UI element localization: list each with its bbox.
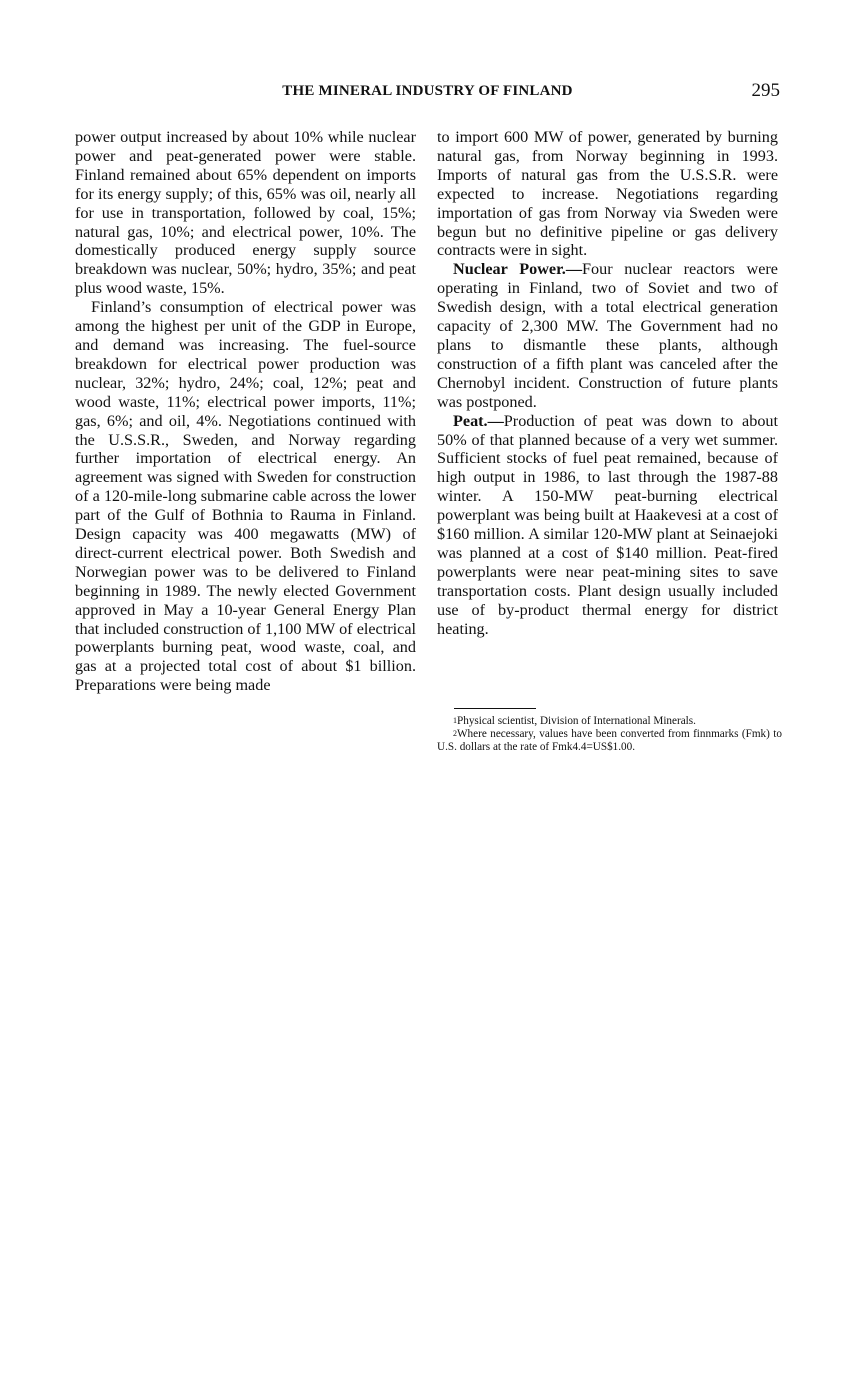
paragraph-nuclear-power	[437, 260, 778, 411]
paragraph-electrical-power: Finland’s consumption of electrical power was among the highest per unit of the GDP in Europe, and demand was increasing. The fuel-source breakdown for electrical power production was nuclear, 32%; hydro, 24%; coal, 12%; peat and wood waste, 11%; electrical power imports, 11%; gas, 6%; and oil, 4%. Negotiations continued with the U.S.S.R., Sweden, and Norway regarding further importation of electrical energy. An agreement was signed with Sweden for construction of a 120-mile-long submarine cable across the lower part of the Gulf of Bothnia to Rauma in Finland. Design capacity was 400 megawatts (MW) of direct-current electrical power. Both Swedish and Norwegian power was to be delivered to Finland beginning in 1989. The newly elected Government approved in May a 10-year General Energy Plan that included construction of 1,100 MW of electrical powerplants burning peat, wood waste, coal, and gas at a projected total cost of about $1 billion. Preparations were being made	[75, 298, 416, 695]
paragraph-energy-supply: power output increased by about 10% while nuclear power and peat-generated power were stable. Finland remained about 65% dependent on imports for its energy supply; of this, 65% was oil, nearly all for use in transportation, followed by coal, 15%; natural gas, 10%; and electrical power, 10%. The domestically produced energy supply source breakdown was nuclear, 50%; hydro, 35%; and peat plus wood waste, 15%.	[75, 128, 416, 298]
nuclear-text: Four nuclear reactors were operating in Finland, two of Soviet and two of Swedish design, with a total electrical generation capacity of 2,300 MW. The Government had no plans to dismantle these plants, although construction of a fifth plant was canceled after the Chernobyl incident. Construction of future plants was postponed.	[437, 260, 778, 411]
paragraph-gas-imports: to import 600 MW of power, generated by burning natural gas, from Norway beginning in 1993. Imports of natural gas from the U.S.S.R. were expected to increase. Negotiations regarding importation of gas from Norway via Sweden were begun but no definitive pipeline or gas delivery contracts were in sight.	[437, 128, 778, 260]
running-title: THE MINERAL INDUSTRY OF FINLAND	[282, 83, 573, 99]
left-column	[75, 128, 416, 695]
footnote-1-mark: 1	[453, 716, 457, 725]
footnote-2-text: Where necessary, values have been converted from finnmarks (Fmk) to U.S. dollars at the rate of Fmk4.4=US$1.00.	[437, 728, 782, 753]
section-heading-nuclear: Nuclear Power.—	[453, 260, 583, 279]
footnote-2-mark: 2	[453, 729, 457, 738]
footnote-1	[437, 715, 782, 728]
page-header	[75, 80, 780, 104]
footnote-2	[437, 728, 782, 754]
section-heading-peat: Peat.—	[453, 411, 504, 430]
footnote-1-text: Physical scientist, Division of International Minerals.	[457, 715, 696, 727]
footnote-divider	[454, 708, 536, 709]
paragraph-peat	[437, 412, 778, 639]
footnotes	[437, 715, 782, 754]
page-number: 295	[751, 80, 780, 101]
right-column	[437, 128, 778, 638]
peat-text: Production of peat was down to about 50% of that planned because of a very wet summer. Sufficient stocks of fuel peat remained, because of high output in 1986, to last through the 1987-88 winter. A 150-MW peat-burning electrical powerplant was being built at Haakevesi at a cost of $160 million. A similar 120-MW plant at Seinaejoki was planned at a cost of $140 million. Peat-fired powerplants were near peat-mining sites to save transportation costs. Plant design usually included use of by-product thermal energy for district heating.	[437, 411, 778, 638]
